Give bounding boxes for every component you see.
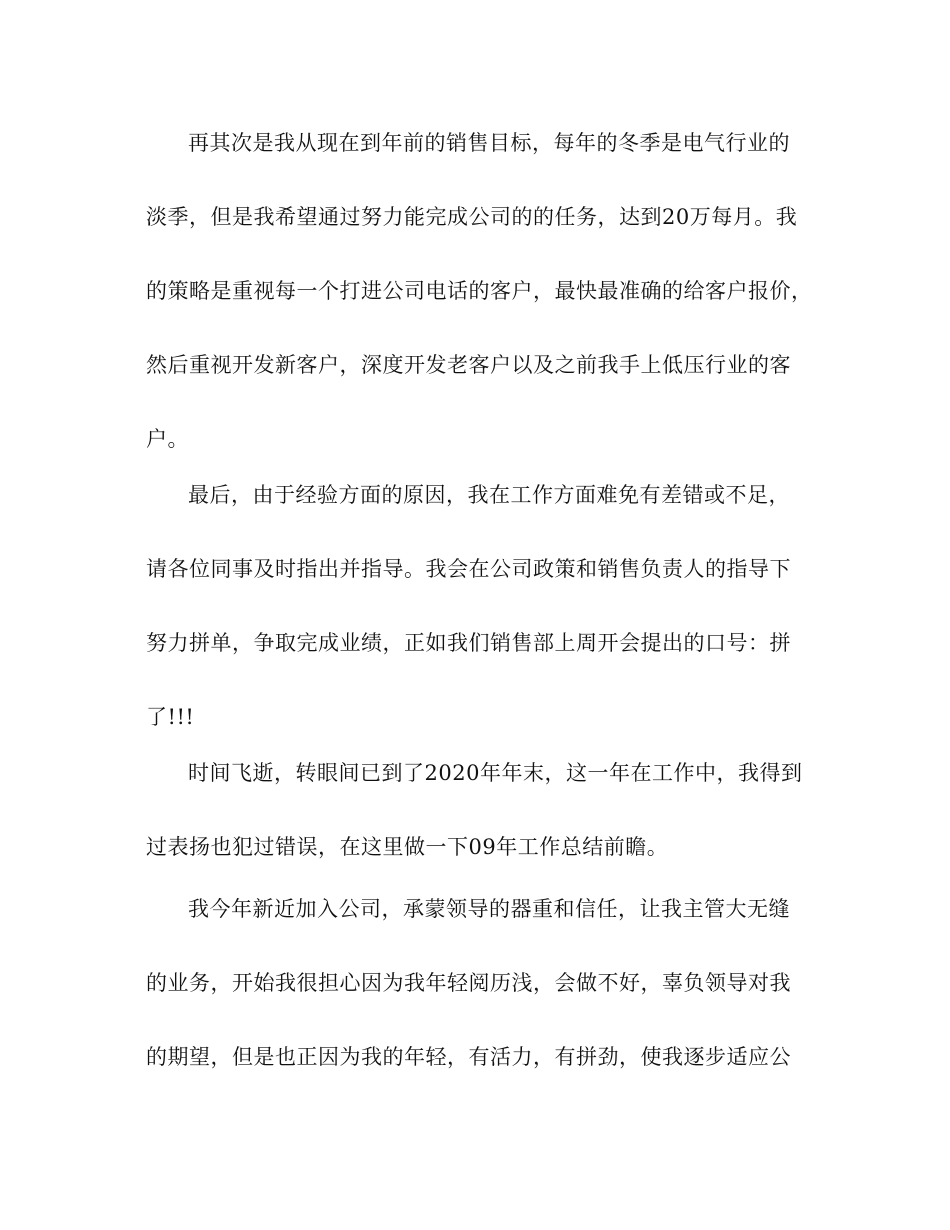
paragraph-2-line-1: 最后，由于经验方面的原因，我在工作方面难免有差错或不足，: [188, 483, 790, 507]
paragraph-1-line-5: 户。: [146, 427, 189, 451]
paragraph-3-line-2: 过表扬也犯过错误，在这里做一下09年工作总结前瞻。: [146, 835, 669, 859]
paragraph-2-line-2: 请各位同事及时指出并指导。我会在公司政策和销售负责人的指导下: [146, 557, 791, 581]
paragraph-1-line-4: 然后重视开发新客户，深度开发老客户以及之前我手上低压行业的客: [146, 353, 791, 377]
paragraph-1-line-2: 淡季，但是我希望通过努力能完成公司的的任务，达到20万每月。我: [146, 205, 798, 229]
paragraph-2-line-4: 了!!!: [146, 705, 195, 729]
paragraph-4-line-3: 的期望，但是也正因为我的年轻，有活力，有拼劲，使我逐步适应公: [146, 1045, 791, 1069]
paragraph-3-line-1: 时间飞逝，转眼间已到了2020年年末，这一年在工作中，我得到: [188, 761, 803, 785]
paragraph-4-line-1: 我今年新近加入公司，承蒙领导的器重和信任，让我主管大无缝: [188, 897, 790, 921]
paragraph-2-line-3: 努力拼单，争取完成业绩，正如我们销售部上周开会提出的口号：拼: [146, 631, 791, 655]
paragraph-1-line-1: 再其次是我从现在到年前的销售目标，每年的冬季是电气行业的: [188, 131, 790, 155]
paragraph-1-line-3: 的策略是重视每一个打进公司电话的客户，最快最准确的给客户报价，: [146, 279, 813, 303]
paragraph-4-line-2: 的业务，开始我很担心因为我年轻阅历浅，会做不好，辜负领导对我: [146, 971, 791, 995]
